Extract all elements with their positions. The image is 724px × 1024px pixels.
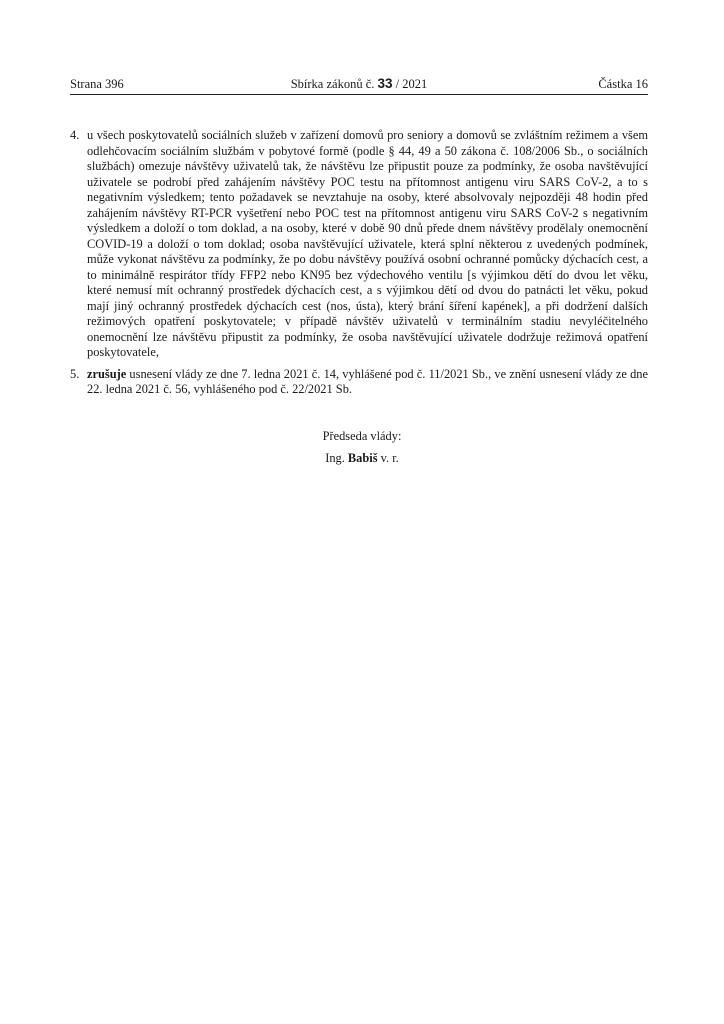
part-number: Částka 16 <box>598 77 648 91</box>
collection-year: / 2021 <box>395 77 428 91</box>
collection-number: 33 <box>377 76 393 91</box>
collection-title-prefix: Sbírka zákonů č. <box>290 77 375 91</box>
list-item-number: 5. <box>70 366 80 381</box>
signature-suffix: v. r. <box>380 451 399 465</box>
document-body <box>70 128 648 404</box>
signature-name-line <box>0 447 724 469</box>
page-header <box>70 76 648 92</box>
list-item-text: u všech poskytovatelů sociálních služeb v zařízení domovů pro seniory a domovů se zvláštním režimem a všem odlehčovacím sociálním službám v pobytové formě (podle § 44, 49 a 50 zákona č. 108/2006 Sb., o sociálních službách) omezuje návštěvy uživatelů tak, že návštěvu lze připustit pouze za podmínky, že osoba navštěvující uživatele se podrobí před zahájením návštěvy POC testu na přítomnost antigenu viru SARS CoV-2, a to s negativním výsledkem; tento požadavek se nevztahuje na osoby, které absolvovaly nejpozději 48 hodin před zahájením návštěvy RT-PCR vyšetření nebo POC test na přítomnost antigenu viru SARS CoV-2 s negativním výsledkem a doloží o tom doklad, a na osoby, které v době 90 dnů přede dnem návštěvy prodělaly onemocnění COVID-19 a doloží o tom doklad; osoba navštěvující uživatele, která splní některou z uvedených podmínek, může vykonat návštěvu za podmínky, že po dobu návštěvy používá osobní ochranné pomůcky dýchacích cest, a to minimálně respirátor třídy FFP2 nebo KN95 bez výdechového ventilu [s výjimkou dětí do dvou let věku, které nemusí mít ochranný prostředek dýchacích cest, a s výjimkou dětí od dvou do patnácti let věku, pokud mají jiný ochranný prostředek dýchacích cest (nos, ústa), který brání šíření kapének], a při dodržení dalších režimových opatření poskytovatele; v případě návštěv uživatelů v terminálním stadiu nevyléčitelného onemocnění lze návštěvu připustit za podmínky, že osoba navštěvující uživatele dodržuje režimová opatření poskytovatele, <box>87 128 648 359</box>
signature-block <box>0 425 724 469</box>
page-number: Strana 396 <box>70 77 124 91</box>
signature-title: Předseda vlády: <box>322 429 402 443</box>
signature-name: Babiš <box>347 451 378 465</box>
signature-prefix: Ing. <box>325 451 345 465</box>
list-item-keyword: zrušuje <box>87 366 127 381</box>
list-item-text <box>87 367 648 398</box>
collection-title <box>70 76 648 92</box>
list-item <box>70 367 648 398</box>
list-item-body: usnesení vlády ze dne 7. ledna 2021 č. 14, vyhlášené pod č. 11/2021 Sb., ve znění usnesení vlády ze dne 22. ledna 2021 č. 56, vyhlášeného pod č. 22/2021 Sb. <box>87 366 648 396</box>
list-item <box>70 128 648 361</box>
header-divider <box>70 94 648 95</box>
list-item-number: 4. <box>70 128 80 142</box>
